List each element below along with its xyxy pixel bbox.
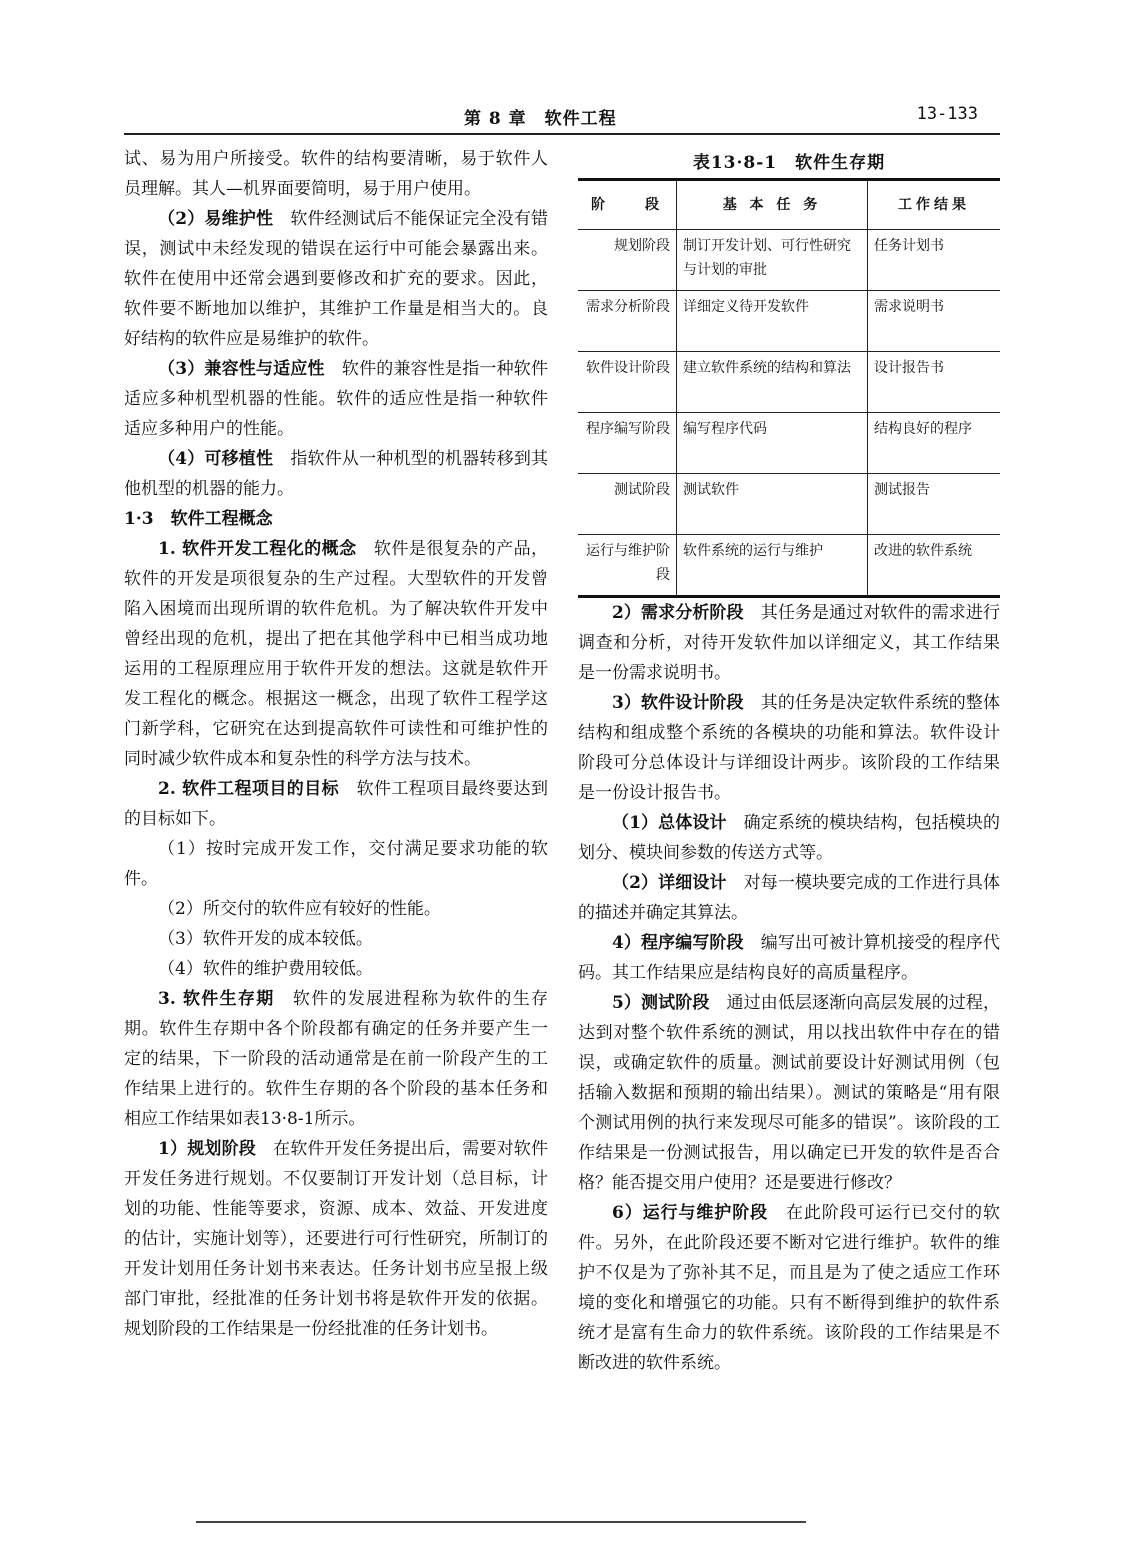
- page-header: [124, 104, 1000, 130]
- task-cell: 软件系统的运行与维护: [677, 535, 868, 597]
- column-header: 阶 段: [578, 180, 677, 230]
- result-cell: 设计报告书: [868, 352, 1001, 413]
- right-column: [578, 598, 1000, 1378]
- paragraph: [124, 204, 548, 354]
- goal-item: （3）软件开发的成本较低。: [158, 929, 373, 949]
- chapter-title: 第 8 章 软件工程: [464, 109, 617, 129]
- paragraph-heading: （2）易维护性: [158, 209, 274, 229]
- goal-item: （1）按时完成开发工作，交付满足要求功能的软件。: [124, 839, 548, 889]
- result-cell: 任务计划书: [868, 230, 1001, 291]
- table-row: [578, 413, 1000, 474]
- goal-item: （4）软件的维护费用较低。: [158, 959, 373, 979]
- paragraph-text: 编写出可被计算机接受的程序代码。其工作结果应是结构良好的高质量程序。: [578, 933, 1001, 983]
- paragraph-heading: 6）运行与维护阶段: [612, 1203, 769, 1223]
- column-header: 工作结果: [868, 180, 1001, 230]
- paragraph-heading: 1）规划阶段: [158, 1139, 256, 1159]
- table-header-row: [578, 180, 1000, 230]
- result-cell: 结构良好的程序: [868, 413, 1001, 474]
- result-cell: 测试报告: [868, 474, 1001, 535]
- paragraph: [578, 928, 1000, 988]
- table-row: [578, 291, 1000, 352]
- paragraph-heading: 3）软件设计阶段: [612, 693, 744, 713]
- section-heading: 1·3 软件工程概念: [124, 509, 273, 529]
- paragraph: [124, 444, 548, 504]
- task-cell: 编写程序代码: [677, 413, 868, 474]
- paragraph: [578, 988, 1000, 1198]
- paragraph-text: 软件是很复杂的产品，软件的开发是项很复杂的生产过程。大型软件的开发曾陷入困境而出现所谓的软件危机。为了解决软件开发中曾经出现的危机，提出了把在其他学科中已相当成功地运用的工程原理应用于软件开发的想法。这就是软件开发工程化的概念。根据这一概念，出现了软件工程学这门新学科，它研究在达到提高软件可读性和可维护性的同时减少软件成本和复杂性的科学方法与技术。: [124, 539, 549, 769]
- paragraph: 试、易为用户所接受。软件的结构要清晰，易于软件人员理解。其人—机界面要简明，易于用户使用。: [124, 149, 548, 199]
- paragraph: [124, 534, 548, 774]
- page-number: 13-133: [916, 104, 978, 124]
- paragraph-text: 在此阶段可运行已交付的软件。另外，在此阶段还要不断对它进行维护。软件的维护不仅是为了弥补其不足，而且是为了使之适应工作环境的变化和增强它的功能。只有不断得到维护的软件系统才是富有生命力的软件系统。该阶段的工作结果是不断改进的软件系统。: [578, 1203, 1001, 1373]
- paragraph-text: 其任务是通过对软件的需求进行调查和分析，对待开发软件加以详细定义，其工作结果是一份需求说明书。: [578, 603, 1001, 683]
- left-column: [124, 144, 548, 1344]
- paragraph: [124, 984, 548, 1134]
- table-row: [578, 474, 1000, 535]
- paragraph-text: 通过由低层逐渐向高层发展的过程，达到对整个软件系统的测试，用以找出软件中存在的错误，或确定软件的质量。测试前要设计好测试用例（包括输入数据和预期的输出结果）。测试的策略是“用有限个测试用例的执行来发现尽可能多的错误”。该阶段的工作结果是一份测试报告，用以确定已开发的软件是否合格？能否提交用户使用？还是要进行修改？: [578, 993, 1001, 1193]
- header-rule: [124, 133, 1000, 135]
- paragraph-heading: 1. 软件开发工程化的概念: [158, 539, 357, 559]
- paragraph-text: 在软件开发任务提出后，需要对软件开发任务进行规划。不仅要制订开发计划（总目标，计划的功能、性能等要求，资源、成本、效益、开发进度的估计，实施计划等），还要进行可行性研究，所制订的开发计划用任务计划书来表达。任务计划书应呈报上级部门审批，经批准的任务计划书将是软件开发的依据。规划阶段的工作结果是一份经批准的任务计划书。: [124, 1139, 549, 1339]
- column-header: 基 本 任 务: [677, 180, 868, 230]
- table-caption: 表13·8-1 软件生存期: [692, 153, 886, 173]
- paragraph-heading: 4）程序编写阶段: [612, 933, 744, 953]
- result-cell: 改进的软件系统: [868, 535, 1001, 597]
- task-cell: 测试软件: [677, 474, 868, 535]
- paragraph-text: 软件的发展进程称为软件的生存期。软件生存期中各个阶段都有确定的任务并要产生一定的结果，下一阶段的活动通常是在前一阶段产生的工作结果上进行的。软件生存期的各个阶段的基本任务和相应工作结果如表13·8-1所示。: [124, 989, 549, 1129]
- footer-rule: [196, 1521, 806, 1523]
- stage-cell: 规划阶段: [578, 230, 677, 291]
- paragraph-heading: （4）可移植性: [158, 449, 274, 469]
- task-cell: 详细定义待开发软件: [677, 291, 868, 352]
- table-row: [578, 230, 1000, 291]
- paragraph: [124, 774, 548, 834]
- stage-cell: 运行与维护阶段: [578, 535, 677, 597]
- lifecycle-table: [578, 178, 1000, 598]
- paragraph: [578, 598, 1000, 688]
- paragraph: [124, 354, 548, 444]
- paragraph: [578, 688, 1000, 808]
- paragraph: [578, 868, 1000, 928]
- paragraph-text: 软件工程项目最终要达到的目标如下。: [124, 779, 549, 829]
- task-cell: 制订开发计划、可行性研究与计划的审批: [677, 230, 868, 291]
- paragraph: [124, 1134, 548, 1344]
- paragraph-text: 软件的兼容性是指一种软件适应多种机型机器的性能。软件的适应性是指一种软件适应多种用户的性能。: [124, 359, 548, 439]
- paragraph-text: 软件经测试后不能保证完全没有错误，测试中未经发现的错误在运行中可能会暴露出来。软件在使用中还常会遇到要修改和扩充的要求。因此，软件要不断地加以维护，其维护工作量是相当大的。良好结构的软件应是易维护的软件。: [124, 209, 549, 349]
- paragraph-heading: 2. 软件工程项目的目标: [158, 779, 340, 799]
- paragraph-heading: （3）兼容性与适应性: [158, 359, 325, 379]
- task-cell: 建立软件系统的结构和算法: [677, 352, 868, 413]
- paragraph-text: 指软件从一种机型的机器转移到其他机型的机器的能力。: [124, 449, 549, 499]
- stage-cell: 需求分析阶段: [578, 291, 677, 352]
- paragraph-text: 其的任务是决定软件系统的整体结构和组成整个系统的各模块的功能和算法。软件设计阶段可分总体设计与详细设计两步。该阶段的工作结果是一份设计报告书。: [578, 693, 1001, 803]
- paragraph-text: 确定系统的模块结构，包括模块的划分、模块间参数的传送方式等。: [578, 813, 1000, 863]
- table-row: [578, 352, 1000, 413]
- table-row: [578, 535, 1000, 597]
- paragraph-heading: 3. 软件生存期: [158, 989, 275, 1009]
- stage-cell: 测试阶段: [578, 474, 677, 535]
- paragraph-heading: （1）总体设计: [612, 813, 727, 833]
- paragraph: [578, 808, 1000, 868]
- stage-cell: 程序编写阶段: [578, 413, 677, 474]
- paragraph-heading: 2）需求分析阶段: [612, 603, 744, 623]
- paragraph: [578, 1198, 1000, 1378]
- paragraph-heading: （2）详细设计: [612, 873, 727, 893]
- paragraph-text: 对每一模块要完成的工作进行具体的描述并确定其算法。: [578, 873, 1000, 923]
- goal-item: （2）所交付的软件应有较好的性能。: [158, 899, 441, 919]
- paragraph-heading: 5）测试阶段: [612, 993, 710, 1013]
- result-cell: 需求说明书: [868, 291, 1001, 352]
- stage-cell: 软件设计阶段: [578, 352, 677, 413]
